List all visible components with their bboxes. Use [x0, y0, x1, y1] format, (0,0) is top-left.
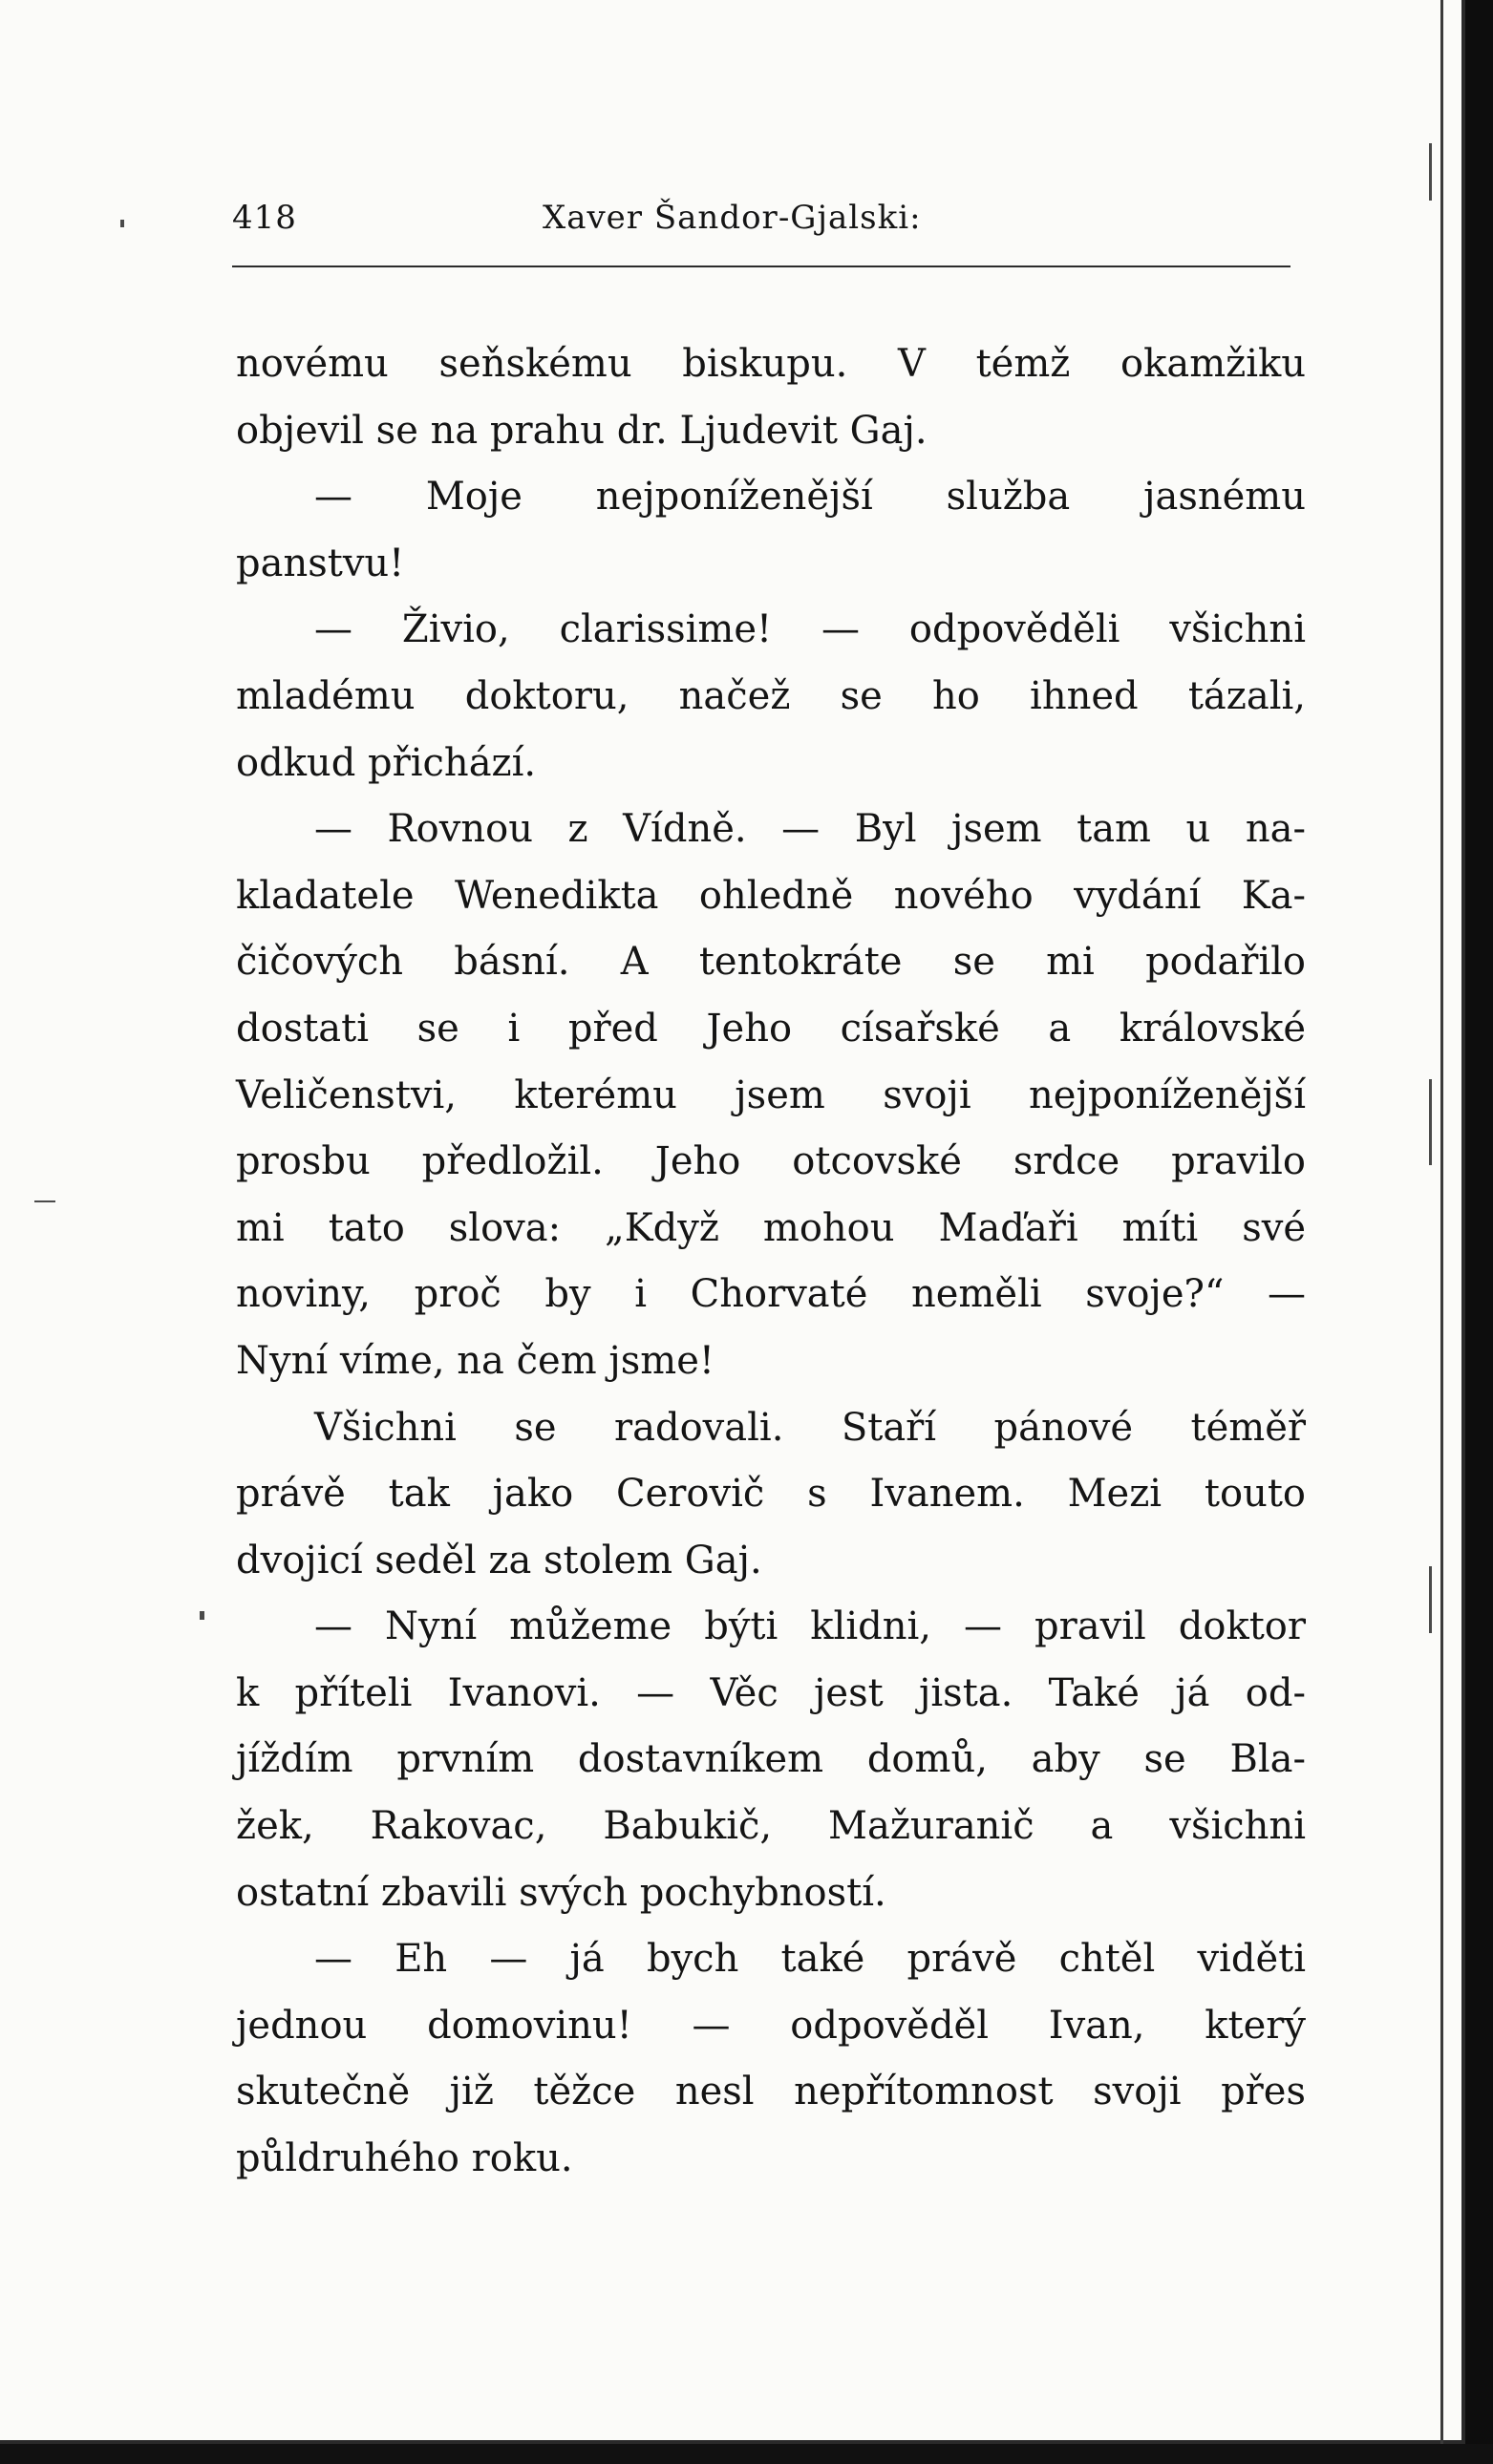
page-edge-shadow	[1440, 0, 1443, 2445]
scan-speck	[120, 220, 124, 227]
text-line: novému seňskému biskupu. V témž okamžiku	[236, 342, 1306, 386]
text-line: — Moje nejponíženější služba jasnému	[314, 475, 1306, 520]
text-line: k příteli Ivanovi. — Věc jest jista. Také já od-	[236, 1670, 1306, 1715]
text-line: jíždím prvním dostavníkem domů, aby se Bla-	[236, 1737, 1306, 1782]
running-header	[232, 199, 1307, 256]
text-line: odkud přichází.	[236, 740, 537, 785]
text-line: — Rovnou z Vídně. — Byl jsem tam u na-	[314, 807, 1306, 852]
text-line: Veličenstvi, kterému jsem svoji nejponíženější	[236, 1073, 1306, 1117]
scan-speck	[200, 1611, 204, 1620]
page-number: 418	[232, 199, 297, 237]
text-line: čičových básní. A tentokráte se mi podařilo	[236, 940, 1306, 985]
text-line: kladatele Wenedikta ohledně nového vydání Ka-	[236, 873, 1306, 918]
text-line: ostatní zbavili svých pochybností.	[236, 1870, 886, 1915]
running-title: Xaver Šandor-Gjalski:	[543, 199, 922, 237]
scan-edge-line	[1429, 1079, 1432, 1165]
text-line: jednou domovinu! — odpověděl Ivan, který	[236, 2003, 1306, 2048]
text-line: dostati se i před Jeho císařské a královské	[236, 1006, 1306, 1051]
text-line: skutečně již těžce nesl nepřítomnost svoji přes	[236, 2070, 1306, 2114]
text-line: Nyní víme, na čem jsme!	[236, 1338, 715, 1383]
text-line: — Živio, clarissime! — odpověděli všichni	[314, 607, 1306, 652]
text-line: prosbu předložil. Jeho otcovské srdce pravilo	[236, 1139, 1306, 1184]
scan-edge-line	[1429, 143, 1432, 201]
text-line: objevil se na prahu dr. Ljudevit Gaj.	[236, 408, 928, 453]
scan-border-right	[1465, 0, 1493, 2464]
text-line: dvojicí seděl za stolem Gaj.	[236, 1538, 762, 1582]
text-line: panstvu!	[236, 541, 405, 585]
text-line: mi tato slova: „Když mohou Maďaři míti své	[236, 1205, 1306, 1250]
text-line: — Eh — já bych také právě chtěl viděti	[314, 1937, 1306, 1982]
text-line: půldruhého roku.	[236, 2136, 573, 2181]
text-line: Všichni se radovali. Staří pánové téměř	[314, 1405, 1306, 1450]
header-rule	[232, 266, 1290, 267]
scan-border-bottom	[0, 2444, 1493, 2464]
text-line: mladému doktoru, načež se ho ihned tázali,	[236, 673, 1306, 718]
text-line: noviny, proč by i Chorvaté neměli svoje?“ —	[236, 1272, 1306, 1317]
scan-speck	[34, 1200, 55, 1202]
text-line: právě tak jako Cerovič s Ivanem. Mezi touto	[236, 1472, 1306, 1517]
body-text	[236, 331, 1306, 2193]
text-line: — Nyní můžeme býti klidni, — pravil doktor	[314, 1604, 1306, 1649]
text-line: žek, Rakovac, Babukič, Mažuranič a všichni	[236, 1804, 1306, 1849]
scan-edge-line	[1429, 1566, 1432, 1633]
